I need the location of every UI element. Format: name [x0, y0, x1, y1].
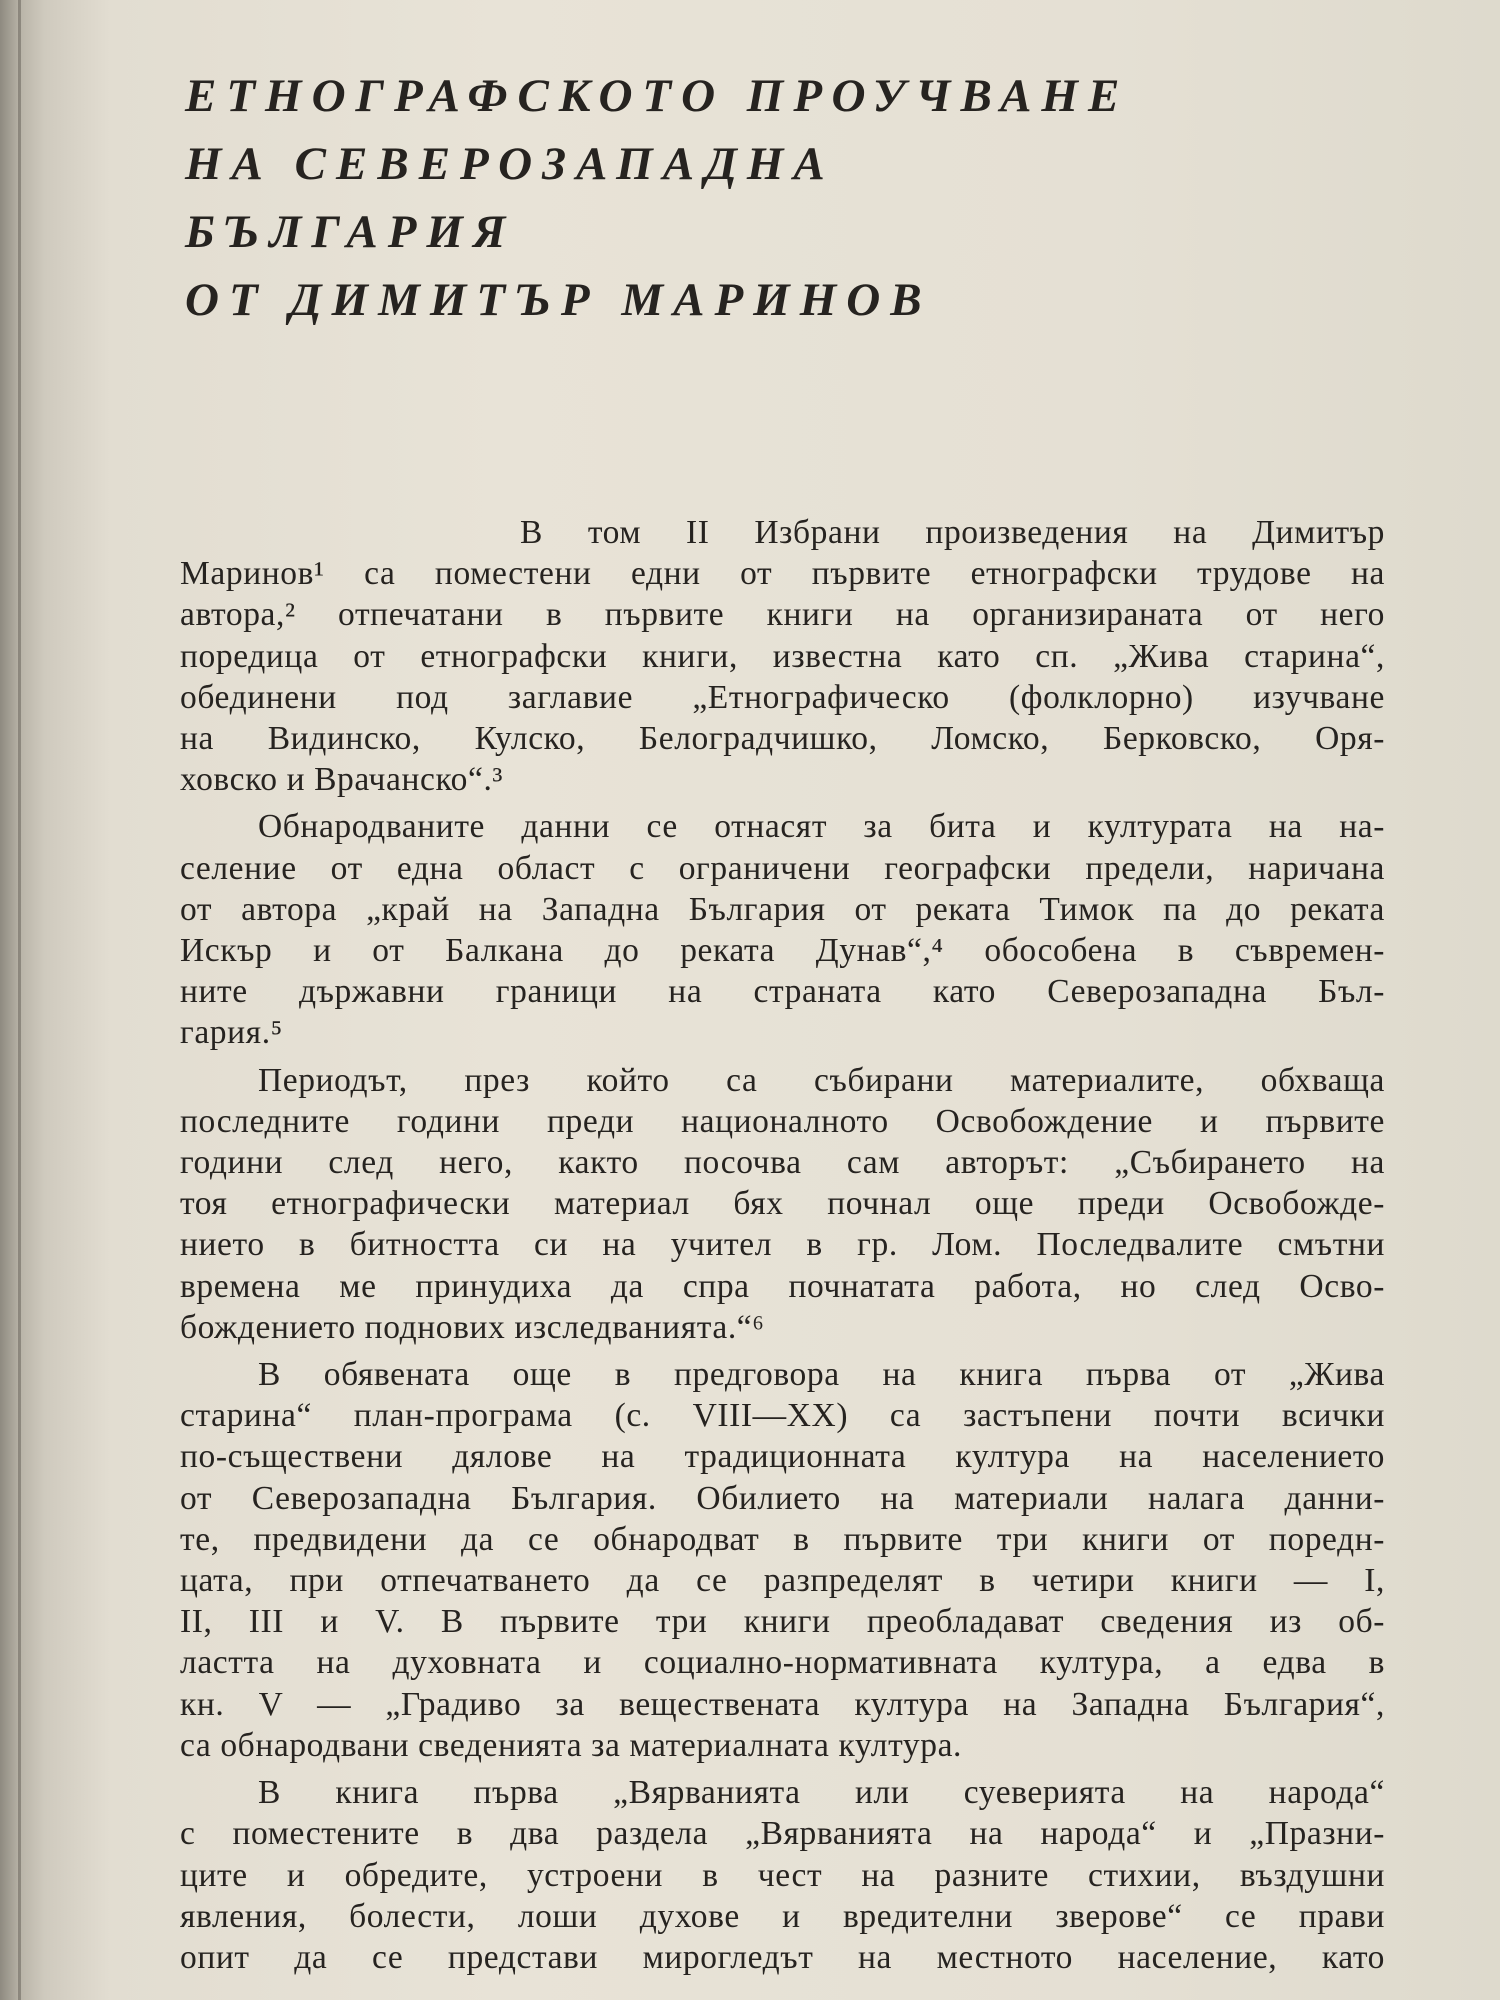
text-line: Обнародваните данни се отнасят за бита и културата на на-	[258, 808, 1385, 846]
text-line: кн. V — „Градиво за веществената култура на Западна България“,	[180, 1685, 1385, 1723]
text-line: ластта на духовната и социално-нормативната култура, а едва в	[180, 1644, 1385, 1682]
text-line: са обнародвани сведенията за материалната култура.	[180, 1726, 963, 1764]
text-line: В том II Избрани произведения на Димитър	[520, 514, 1385, 551]
text-line: ците и обредите, устроени в чест на разните стихии, въздушни	[180, 1856, 1385, 1894]
text-line: явления, болести, лоши духове и вредителни зверове“ се прави	[180, 1897, 1385, 1935]
title-line: БЪЛГАРИЯ	[185, 206, 516, 258]
text-line: последните години преди националното Освобождение и първите	[180, 1102, 1385, 1140]
paragraph-5	[180, 1772, 1385, 1978]
text-line: по-съществени дялове на традиционната култура на населението	[180, 1438, 1385, 1476]
text-line: ховско и Врачанско“.³	[180, 761, 504, 799]
text-line: от Северозападна България. Обилието на материали налага данни-	[180, 1479, 1385, 1517]
text-line: бождението поднових изследванията.“⁶	[180, 1308, 765, 1346]
text-line: II, III и V. В първите три книги преобладават сведения из об-	[180, 1603, 1385, 1641]
book-gutter	[18, 0, 21, 2000]
text-line: цата, при отпечатването да се разпределят в четири книги — I,	[180, 1562, 1385, 1600]
text-line: от автора „край на Западна България от реката Тимок па до реката	[180, 890, 1385, 928]
paragraph-1	[180, 512, 1385, 800]
text-line: В книга първа „Вярванията или суеверията на народа“	[258, 1774, 1385, 1812]
chapter-title	[185, 62, 1185, 334]
text-line: на Видинско, Кулско, Белоградчишко, Ломско, Берковско, Оря-	[180, 720, 1385, 758]
body-text	[180, 512, 1385, 1978]
text-line: години след него, както посочва сам авторът: „Събирането на	[180, 1144, 1385, 1182]
title-line: ОТ ДИМИТЪР МАРИНОВ	[185, 274, 932, 326]
paragraph-3	[180, 1060, 1385, 1348]
text-line: обединени под заглавие „Етнографическо (фолклорно) изучване	[180, 678, 1385, 716]
text-line: Маринов¹ са поместени едни от първите етнографски трудове на	[180, 555, 1385, 593]
text-line: те, предвидени да се обнародват в първите три книги от поредн-	[180, 1520, 1385, 1558]
title-line: ЕТНОГРАФСКОТО ПРОУЧВАНЕ	[185, 70, 1130, 122]
text-line: селение от една област с ограничени географски предели, наричана	[180, 849, 1385, 887]
paragraph-4	[180, 1354, 1385, 1766]
text-line: автора,² отпечатани в първите книги на организираната от него	[180, 596, 1385, 634]
text-line: гария.⁵	[180, 1014, 283, 1052]
paragraph-2	[180, 806, 1385, 1053]
text-line: нието в битността си на учител в гр. Лом. Последвалите смътни	[180, 1226, 1385, 1264]
title-line: НА СЕВЕРОЗАПАДНА	[185, 138, 835, 190]
text-line: с поместените в два раздела „Вярванията на народа“ и „Празни-	[180, 1815, 1385, 1853]
text-line: ните държавни граници на страната като Северозападна Бъл-	[180, 973, 1385, 1011]
text-line: В обявената още в предговора на книга първа от „Жива	[258, 1356, 1385, 1394]
text-line: Периодът, през който са събирани материалите, обхваща	[258, 1061, 1385, 1099]
text-line: Искър и от Балкана до реката Дунав“,⁴ обособена в съвремен-	[180, 932, 1385, 970]
text-line: поредица от етнографски книги, известна като сп. „Жива старина“,	[180, 637, 1385, 675]
text-line: тоя етнографически материал бях почнал още преди Освобожде-	[180, 1185, 1385, 1223]
text-line: опит да се представи мирогледът на местното население, като	[180, 1938, 1385, 1976]
text-line: времена ме принудиха да спра почнатата работа, но след Осво-	[180, 1267, 1385, 1305]
text-line: старина“ план-програма (с. VIII—XX) са застъпени почти всички	[180, 1397, 1385, 1435]
